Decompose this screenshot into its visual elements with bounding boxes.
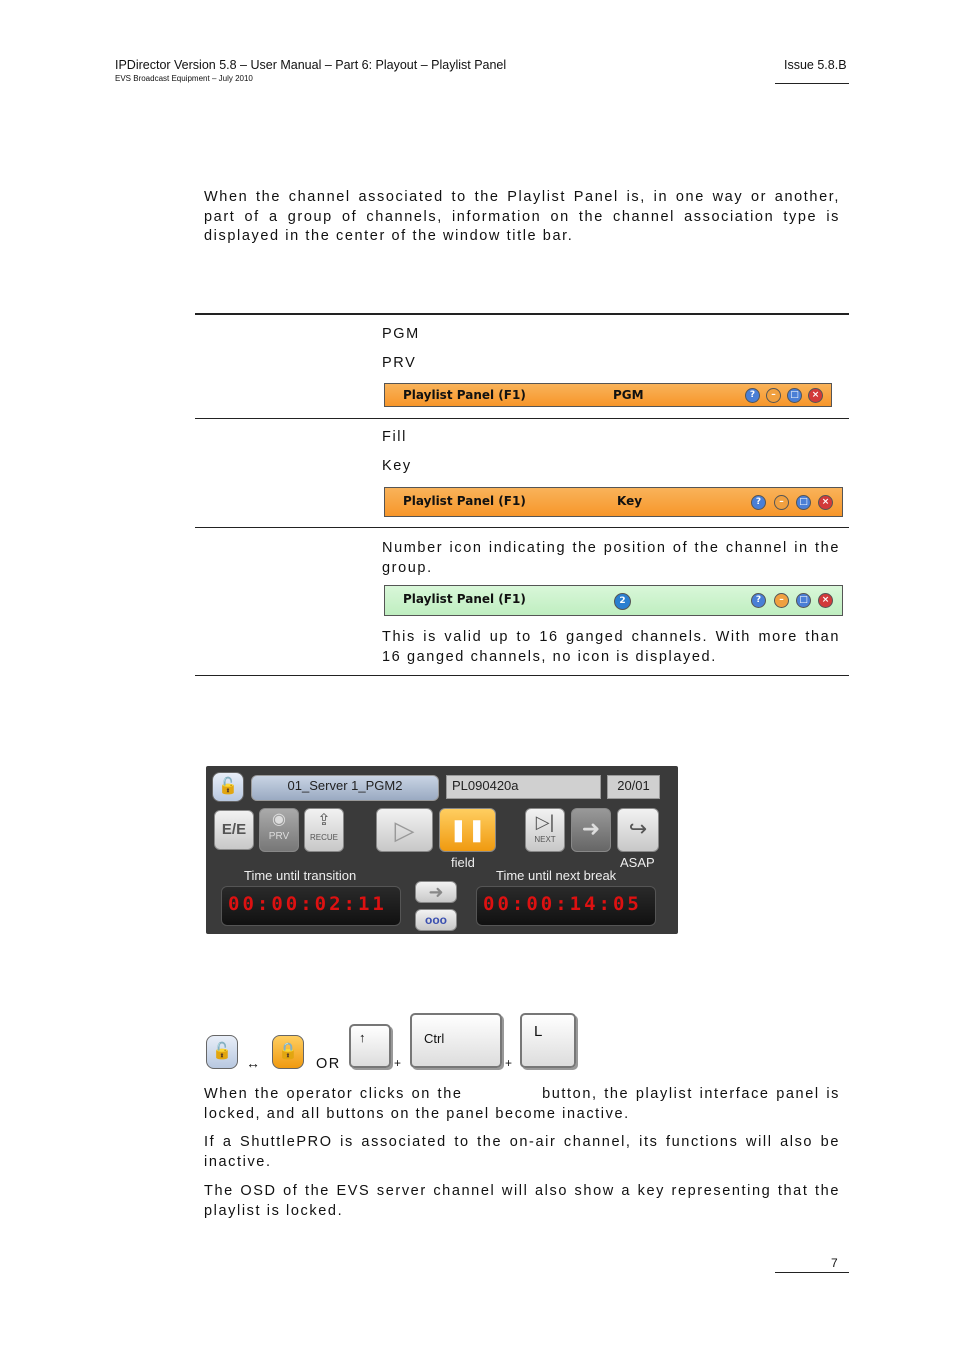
- playlist-panel-screenshot: [206, 766, 678, 934]
- prv-label: PRV: [268, 831, 290, 842]
- close-icon: ×: [818, 495, 833, 510]
- plus-sign: +: [394, 1056, 402, 1070]
- ee-button[interactable]: E/E: [214, 810, 254, 850]
- group-position-icon: 2: [614, 593, 631, 610]
- recue-button[interactable]: [304, 808, 344, 852]
- titlebar-center-label: Key: [617, 494, 643, 508]
- row1-line2: PRV: [382, 355, 417, 371]
- minimize-icon: –: [774, 495, 789, 510]
- table-top-rule: [195, 313, 849, 315]
- channel-name-field[interactable]: 01_Server 1_PGM2: [251, 775, 439, 801]
- asap-label: ASAP: [620, 855, 655, 870]
- close-icon: ×: [808, 388, 823, 403]
- page-number: 7: [831, 1256, 838, 1270]
- table-row-rule: [195, 527, 849, 528]
- pause-icon: ❚❚: [449, 817, 486, 842]
- row1-line1: PGM: [382, 326, 420, 342]
- maximize-icon: □: [796, 495, 811, 510]
- arrow-right-icon: ➜: [428, 882, 444, 902]
- toggle-arrow: ↔: [246, 1055, 260, 1071]
- intro-paragraph: When the channel associated to the Playlist Panel is, in one way or another, part of a group of channels, information on the channel association type is displayed in the center of the window title bar.: [204, 189, 840, 244]
- titlebar-key: [384, 487, 843, 517]
- play-button[interactable]: [376, 808, 433, 852]
- lock-icon: 🔒: [278, 1043, 298, 1060]
- maximize-icon: □: [787, 388, 802, 403]
- pause-button[interactable]: [439, 808, 496, 852]
- transition-arrow-button[interactable]: [415, 881, 457, 903]
- time-transition-display: 00:00:02:11: [221, 886, 401, 926]
- header-title: IPDirector Version 5.8 – User Manual – Part 6: Playout – Playlist Panel: [115, 58, 507, 72]
- help-icon: ?: [751, 593, 766, 608]
- close-icon: ×: [818, 593, 833, 608]
- next-label: NEXT: [534, 835, 556, 844]
- unlock-icon: 🔓: [218, 778, 238, 795]
- titlebar-title: Playlist Panel (F1): [403, 494, 526, 508]
- help-icon: ?: [751, 495, 766, 510]
- titlebar-pgm: [384, 383, 832, 407]
- prv-button[interactable]: [259, 808, 299, 852]
- lock-button[interactable]: [212, 772, 244, 802]
- more-icon: ooo: [425, 913, 447, 927]
- header-issue: Issue 5.8.B: [784, 58, 847, 72]
- eye-icon: ◉: [272, 811, 286, 828]
- paragraph-osd: The OSD of the EVS server channel will also show a key representing that the playlist is locked.: [204, 1183, 840, 1219]
- time-transition-label: Time until transition: [244, 868, 357, 883]
- playlist-name-field[interactable]: PL090420a: [446, 775, 601, 799]
- help-icon: ?: [745, 388, 760, 403]
- asap-button[interactable]: [617, 808, 659, 852]
- titlebar-center-label: PGM: [613, 388, 644, 402]
- counter-field: 20/01: [607, 775, 660, 799]
- header-rule: [775, 83, 849, 84]
- header-subtitle: EVS Broadcast Equipment – July 2010: [115, 74, 253, 83]
- locked-button: [272, 1035, 304, 1069]
- row2-line1: Fill: [382, 429, 407, 445]
- plus-sign: +: [505, 1056, 513, 1070]
- titlebar-title: Playlist Panel (F1): [403, 388, 526, 402]
- row2-line2: Key: [382, 458, 412, 474]
- recue-icon: ⇪: [317, 812, 331, 829]
- table-row-rule: [195, 418, 849, 419]
- arrow-right-icon: ➜: [581, 816, 601, 841]
- titlebar-title: Playlist Panel (F1): [403, 592, 526, 606]
- shift-key: ↑: [349, 1024, 391, 1068]
- footer-rule: [775, 1272, 849, 1273]
- field-label: field: [451, 855, 475, 870]
- more-button[interactable]: [415, 909, 457, 931]
- next-button[interactable]: [525, 808, 565, 852]
- time-break-display: 00:00:14:05: [476, 886, 656, 926]
- l-key: L: [520, 1013, 576, 1068]
- minimize-icon: –: [774, 593, 789, 608]
- row3-note: This is valid up to 16 ganged channels. With more than 16 ganged channels, no icon is displayed.: [382, 629, 840, 665]
- skip-button[interactable]: [571, 808, 611, 852]
- paragraph-lock: When the operator clicks on the button, the playlist interface panel is locked, and all buttons on the panel become inactive.: [204, 1086, 846, 1122]
- skip-next-icon: ▷|: [535, 812, 555, 832]
- minimize-icon: –: [766, 388, 781, 403]
- maximize-icon: □: [796, 593, 811, 608]
- unlock-icon: 🔓: [212, 1043, 232, 1060]
- time-break-label: Time until next break: [496, 868, 617, 883]
- titlebar-ganged: [384, 585, 843, 616]
- or-label: OR: [316, 1056, 341, 1072]
- row3-description: Number icon indicating the position of the channel in the group.: [382, 540, 840, 576]
- recue-label: RECUE: [309, 833, 338, 842]
- paragraph-shuttlepro: If a ShuttlePRO is associated to the on-air channel, its functions will also be inactive.: [204, 1134, 840, 1170]
- redo-icon: ↪: [628, 816, 648, 841]
- ctrl-key: Ctrl: [410, 1013, 502, 1068]
- unlocked-button: [206, 1035, 238, 1069]
- play-icon: ▷: [394, 815, 415, 845]
- table-bottom-rule: [195, 675, 849, 676]
